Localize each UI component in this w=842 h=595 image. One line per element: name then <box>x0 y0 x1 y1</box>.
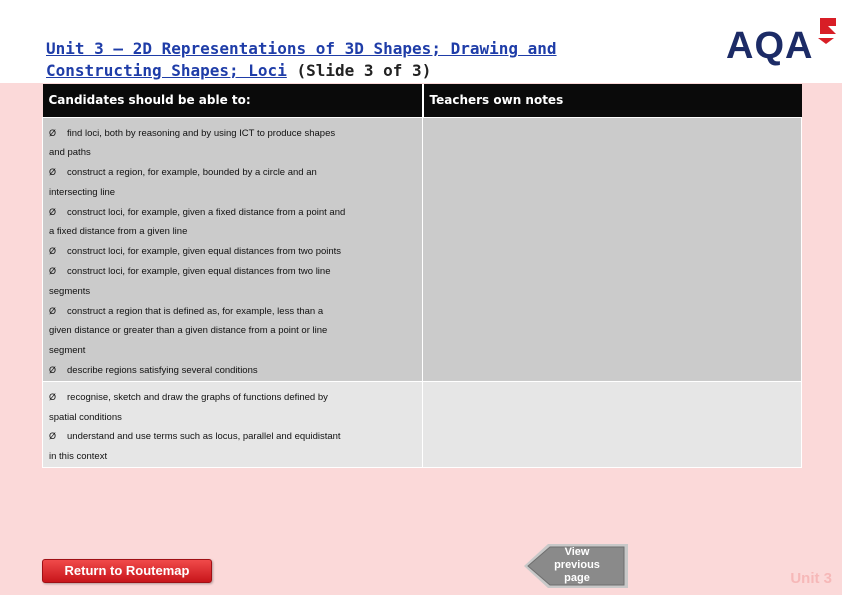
list-item-text: given distance or greater than a given distance from a point or line <box>49 325 328 337</box>
list-item <box>49 163 418 183</box>
list-item <box>49 302 418 322</box>
list-item-text: construct a region that is defined as, for example, less than a <box>67 305 324 317</box>
list-item <box>49 388 418 408</box>
slide-title <box>46 38 606 82</box>
aqa-logo <box>724 14 842 66</box>
list-item <box>49 183 418 203</box>
list-item-text: find loci, both by reasoning and by using ICT to produce shapes <box>67 127 336 139</box>
list-item <box>49 143 418 163</box>
bullet-arrow-icon: Ø <box>49 365 57 376</box>
title-suffix: (Slide 3 of 3) <box>286 61 432 80</box>
criteria-cell <box>43 381 423 467</box>
list-item <box>49 341 418 361</box>
list-item-text: describe regions satisfying several conditions <box>67 365 258 377</box>
list-item-text: segment <box>49 345 86 357</box>
list-item-text: in this context <box>49 451 108 463</box>
list-item <box>49 427 418 447</box>
list-item-text: construct loci, for example, given equal distances from two points <box>67 246 342 258</box>
list-item-text: construct a region, for example, bounded by a circle and an <box>67 167 317 179</box>
list-item-text: spatial conditions <box>49 411 122 423</box>
title-link[interactable]: Unit 3 – 2D Representations of 3D Shapes; Drawing and Constructing Shapes; Loci <box>46 39 557 80</box>
list-item-text: understand and use terms such as locus, parallel and equidistant <box>67 431 341 443</box>
list-item-text: a fixed distance from a given line <box>49 226 188 238</box>
view-previous-page-button[interactable] <box>524 543 630 589</box>
bullet-arrow-icon: Ø <box>49 391 57 402</box>
list-item <box>49 242 418 262</box>
list-item <box>49 408 418 428</box>
bullet-arrow-icon: Ø <box>49 127 57 138</box>
table-row <box>43 381 802 467</box>
list-item-text: and paths <box>49 147 91 159</box>
return-to-routemap-button[interactable]: Return to Routemap <box>42 559 212 583</box>
criteria-cell <box>43 117 423 381</box>
notes-cell[interactable] <box>423 381 802 467</box>
criteria-list <box>43 118 422 381</box>
list-item-text: construct loci, for example, given equal distances from two line <box>67 266 331 278</box>
notes-cell[interactable] <box>423 117 802 381</box>
list-item <box>49 282 418 302</box>
list-item-text: recognise, sketch and draw the graphs of functions defined by <box>67 391 328 403</box>
list-item-text: intersecting line <box>49 186 116 198</box>
list-item <box>49 361 418 381</box>
bullet-arrow-icon: Ø <box>49 305 57 316</box>
list-item <box>49 203 418 223</box>
list-item <box>49 447 418 467</box>
list-item-text: segments <box>49 285 91 297</box>
list-item-text: construct loci, for example, given a fixed distance from a point and <box>67 206 346 218</box>
criteria-list <box>43 382 422 467</box>
slide-header <box>0 0 842 83</box>
list-item <box>49 262 418 282</box>
bullet-arrow-icon: Ø <box>49 206 57 217</box>
unit-label: Unit 3 <box>790 570 832 587</box>
content-table <box>42 84 802 468</box>
bullet-arrow-icon: Ø <box>49 246 57 257</box>
bullet-arrow-icon: Ø <box>49 167 57 178</box>
aqa-logo-text: AQA <box>726 25 814 66</box>
col-header-notes: Teachers own notes <box>423 84 802 117</box>
list-item <box>49 321 418 341</box>
col-header-candidates: Candidates should be able to: <box>43 84 423 117</box>
list-item <box>49 222 418 242</box>
bullet-arrow-icon: Ø <box>49 266 57 277</box>
bullet-arrow-icon: Ø <box>49 431 57 442</box>
table-row <box>43 117 802 381</box>
view-previous-label: View previous page <box>554 546 600 584</box>
list-item <box>49 124 418 144</box>
